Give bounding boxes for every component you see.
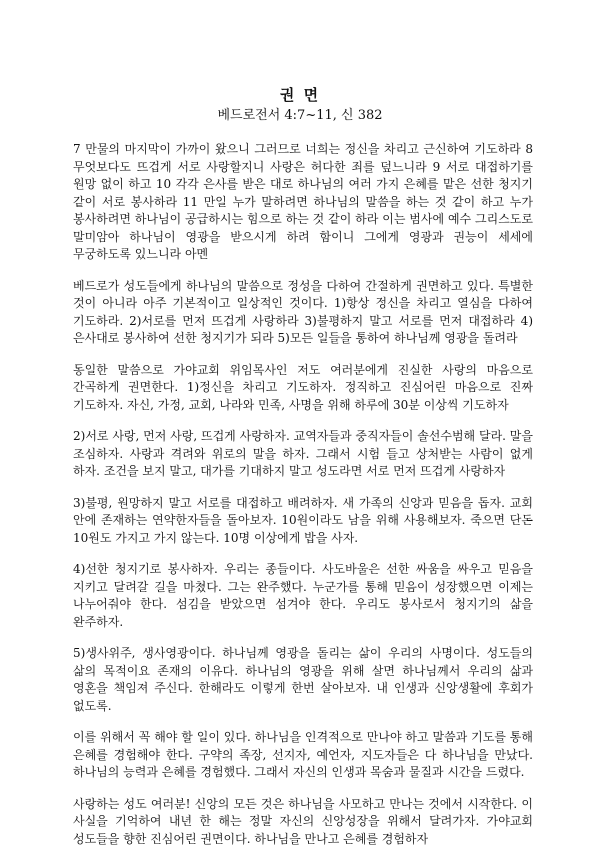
paragraph-scripture: 7 만물의 마지막이 가까이 왔으니 그러므로 너희는 정신을 차리고 근신하여 기도하라 8 무엇보다도 뜨겁게 서로 사랑할지니 사랑은 허다한 죄를 덮느니라 9 서로 대접하기를 원망 없이 하고 10 각각 은사를 받은 대로 하나님의 여러 가지 은혜를 맡은 선한 청지기 같이 서로 봉사하라 11 만일 누가 말하려면 하나님의 말씀을 하는 것 같이 하고 누가 봉사하려면 하나님이 공급하시는 힘으로 하는 것 같이 하라 이는 범사에 예수 그리스도로 말미암아 하나님이 영광을 받으시게 하려 함이니 그에게 영광과 권능이 세세에 무궁하도록 있느니라 아멘 — [73, 142, 533, 261]
paragraph-exhortation-5: 5)생사위주, 생사영광이다. 하나님께 영광을 돌리는 삶이 우리의 사명이다. 성도들의 삶의 목적이요 존재의 이유다. 하나님의 영광을 위해 살면 하나님께서 우리의 삶과 영혼을 책임져 주신다. 한해라도 이렇게 한번 살아보자. 내 인생과 신앙생활에 후회가 없도록. — [73, 646, 533, 713]
paragraph-requirement: 이를 위해서 꼭 해야 할 일이 있다. 하나님을 인격적으로 만나야 하고 말씀과 기도를 통해 은혜를 경험해야 한다. 구약의 족장, 선지자, 예언자, 지도자들은 다 하나님을 만났다. 하나님의 능력과 은혜를 경험했다. 그래서 자신의 인생과 목숨과 물질과 시간을 드렸다. — [73, 730, 533, 779]
paragraph-closing: 사랑하는 성도 여러분! 신앙의 모든 것은 하나님을 사모하고 만나는 것에서 시작한다. 이 사실을 기억하여 내년 한 해는 정말 자신의 신앙성장을 위해서 달려가자. 가야교회 성도들을 향한 진심어린 권면이다. 하나님을 만나고 은혜를 경험하자 — [73, 796, 533, 846]
paragraph-exhortation-1: 동일한 말씀으로 가야교회 위임목사인 저도 여러분에게 진실한 사랑의 마음으로 간곡하게 권면한다. 1)정신을 차리고 기도하자. 정직하고 진심어린 마음으로 진짜 기도하자. 자신, 가정, 교회, 나라와 민족, 사명을 위해 하루에 30분 이상씩 기도하자 — [73, 362, 533, 412]
page-title: 권 면 — [279, 86, 321, 104]
document-body — [73, 141, 533, 862]
paragraph-exhortation-3: 3)불평, 원망하지 말고 서로를 대접하고 배려하자. 새 가족의 신앙과 믿음을 돕자. 교회 안에 존재하는 연약한자들을 돌아보자. 10원이라도 남을 위해 사용해보자. 죽으면 단돈 10원도 가지고 가지 않는다. 10명 이상에게 밥을 사자. — [73, 495, 533, 545]
paragraph-exhortation-2: 2)서로 사랑, 먼저 사랑, 뜨겁게 사랑하자. 교역자들과 중직자들이 솔선수범해 달라. 말을 조심하자. 사랑과 격려와 위로의 말을 하자. 그래서 시험 들고 상처받는 사람이 없게 하자. 조건을 보지 말고, 대가를 기대하지 말고 성도라면 서로 먼저 뜨겁게 사랑하자 — [73, 429, 533, 478]
paragraph-intro: 베드로가 성도들에게 하나님의 말씀으로 정성을 다하여 간절하게 권면하고 있다. 특별한 것이 아니라 아주 기본적이고 일상적인 것이다. 1)항상 정신을 차리고 열심을 다하여 기도하라. 2)서로를 먼저 뜨겁게 사랑하라 3)불평하지 말고 서로를 먼저 대접하라 4)은사대로 봉사하여 선한 청지기가 되라 5)모든 일들을 통하여 하나님께 영광을 돌려라 — [73, 278, 533, 345]
paragraph-exhortation-4: 4)선한 청지기로 봉사하자. 우리는 종들이다. 사도바울은 선한 싸움을 싸우고 믿음을 지키고 달려갈 길을 마쳤다. 그는 완주했다. 누군가를 통해 믿음이 성장했으면 이제는 나누어줘야 한다. 섬김을 받았으면 섬겨야 한다. 우리도 봉사로서 청지기의 삶을 완주하자. — [73, 562, 533, 629]
scripture-reference: 베드로전서 4:7~11, 신 382 — [217, 108, 383, 123]
